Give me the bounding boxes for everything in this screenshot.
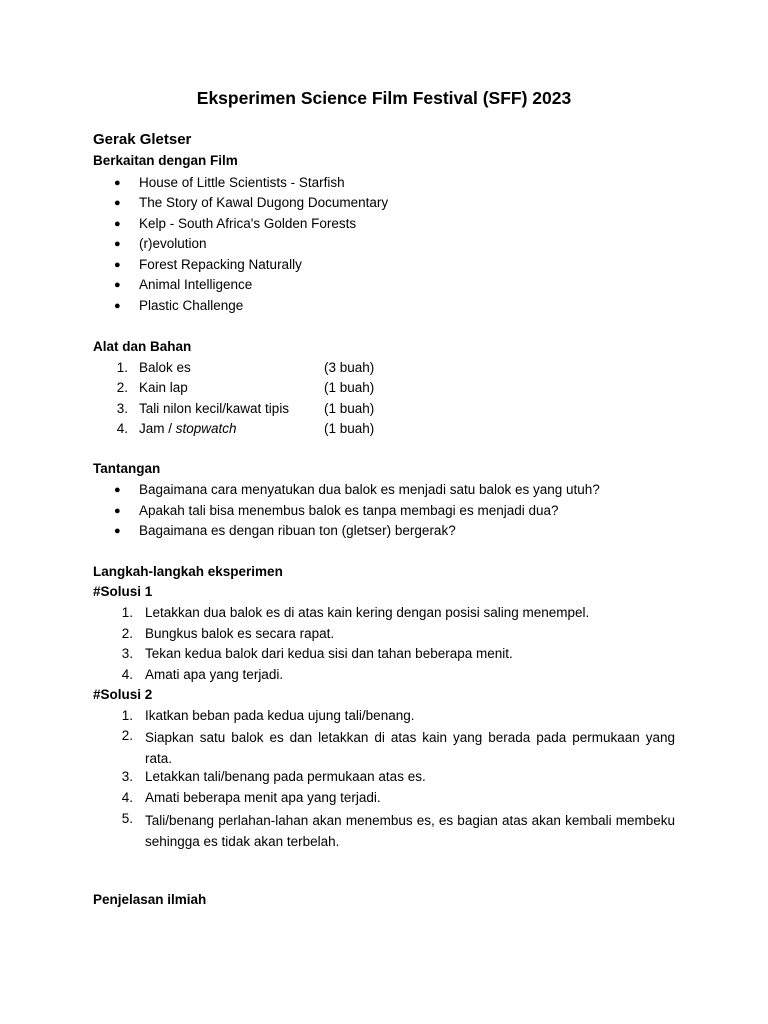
list-number: 4. [116, 421, 128, 436]
list-number: 3. [121, 646, 133, 661]
list-item: Letakkan dua balok es di atas kain kering dengan posisi saling menempel. [145, 605, 590, 620]
list-number: 2. [121, 728, 133, 743]
list-number: 1. [121, 605, 133, 620]
material-name [139, 421, 237, 436]
bullet: ● [114, 505, 121, 517]
list-number: 4. [121, 667, 133, 682]
material-quantity: (1 buah) [324, 401, 375, 416]
bullet: ● [114, 177, 121, 189]
list-number: 3. [121, 769, 133, 784]
list-number: 1. [121, 708, 133, 723]
material-quantity: (1 buah) [324, 380, 375, 395]
bullet: ● [114, 484, 121, 496]
list-item: Bagaimana cara menyatukan dua balok es menjadi satu balok es yang utuh? [139, 482, 600, 497]
list-item: House of Little Scientists - Starfish [139, 175, 345, 190]
solution2-heading: #Solusi 2 [93, 687, 153, 702]
list-item: Bagaimana es dengan ribuan ton (gletser) bergerak? [139, 523, 456, 538]
list-item: Forest Repacking Naturally [139, 257, 302, 272]
material-quantity: (1 buah) [324, 421, 375, 436]
explanation-heading: Penjelasan ilmiah [93, 892, 207, 907]
list-item: Animal Intelligence [139, 277, 253, 292]
document-title: Eksperimen Science Film Festival (SFF) 2023 [196, 88, 572, 108]
material-name: Balok es [139, 360, 191, 375]
bullet: ● [114, 218, 121, 230]
bullet: ● [114, 279, 121, 291]
list-number: 4. [121, 790, 133, 805]
list-item: Tekan kedua balok dari kedua sisi dan tahan beberapa menit. [145, 646, 513, 661]
bullet: ● [114, 197, 121, 209]
list-item: Tali/benang perlahan-lahan akan menembus es, es bagian atas akan kembali membeku sehingga es tidak akan terbelah. [145, 813, 675, 849]
list-number: 1. [116, 360, 128, 375]
list-number: 2. [121, 626, 133, 641]
film-heading: Berkaitan dengan Film [93, 153, 238, 168]
material-name-prefix: Jam / [139, 421, 176, 436]
list-number: 3. [116, 401, 128, 416]
steps-heading: Langkah-langkah eksperimen [93, 564, 283, 579]
material-name-italic: stopwatch [175, 421, 237, 436]
list-item: Amati apa yang terjadi. [145, 667, 284, 682]
list-number: 5. [121, 811, 133, 826]
material-quantity: (3 buah) [324, 360, 375, 375]
experiment-name: Gerak Gletser [93, 131, 192, 148]
materials-heading: Alat dan Bahan [93, 339, 192, 354]
bullet: ● [114, 238, 121, 250]
material-name: Kain lap [139, 380, 188, 395]
solution1-heading: #Solusi 1 [93, 584, 153, 599]
list-item: The Story of Kawal Dugong Documentary [139, 195, 389, 210]
bullet: ● [114, 525, 121, 537]
list-item: Kelp - South Africa's Golden Forests [139, 216, 357, 231]
bullet: ● [114, 300, 121, 312]
material-name: Tali nilon kecil/kawat tipis [139, 401, 290, 416]
list-item: Plastic Challenge [139, 298, 244, 313]
list-item: (r)evolution [139, 236, 207, 251]
list-item: Amati beberapa menit apa yang terjadi. [145, 790, 381, 805]
list-item: Apakah tali bisa menembus balok es tanpa membagi es menjadi dua? [139, 503, 559, 518]
list-item: Bungkus balok es secara rapat. [145, 626, 335, 641]
list-item: Ikatkan beban pada kedua ujung tali/benang. [145, 708, 415, 723]
list-item: Siapkan satu balok es dan letakkan di atas kain yang berada pada permukaan yang rata. [145, 730, 675, 766]
bullet: ● [114, 259, 121, 271]
list-item: Letakkan tali/benang pada permukaan atas es. [145, 769, 426, 784]
list-number: 2. [116, 380, 128, 395]
challenge-heading: Tantangan [93, 461, 161, 476]
